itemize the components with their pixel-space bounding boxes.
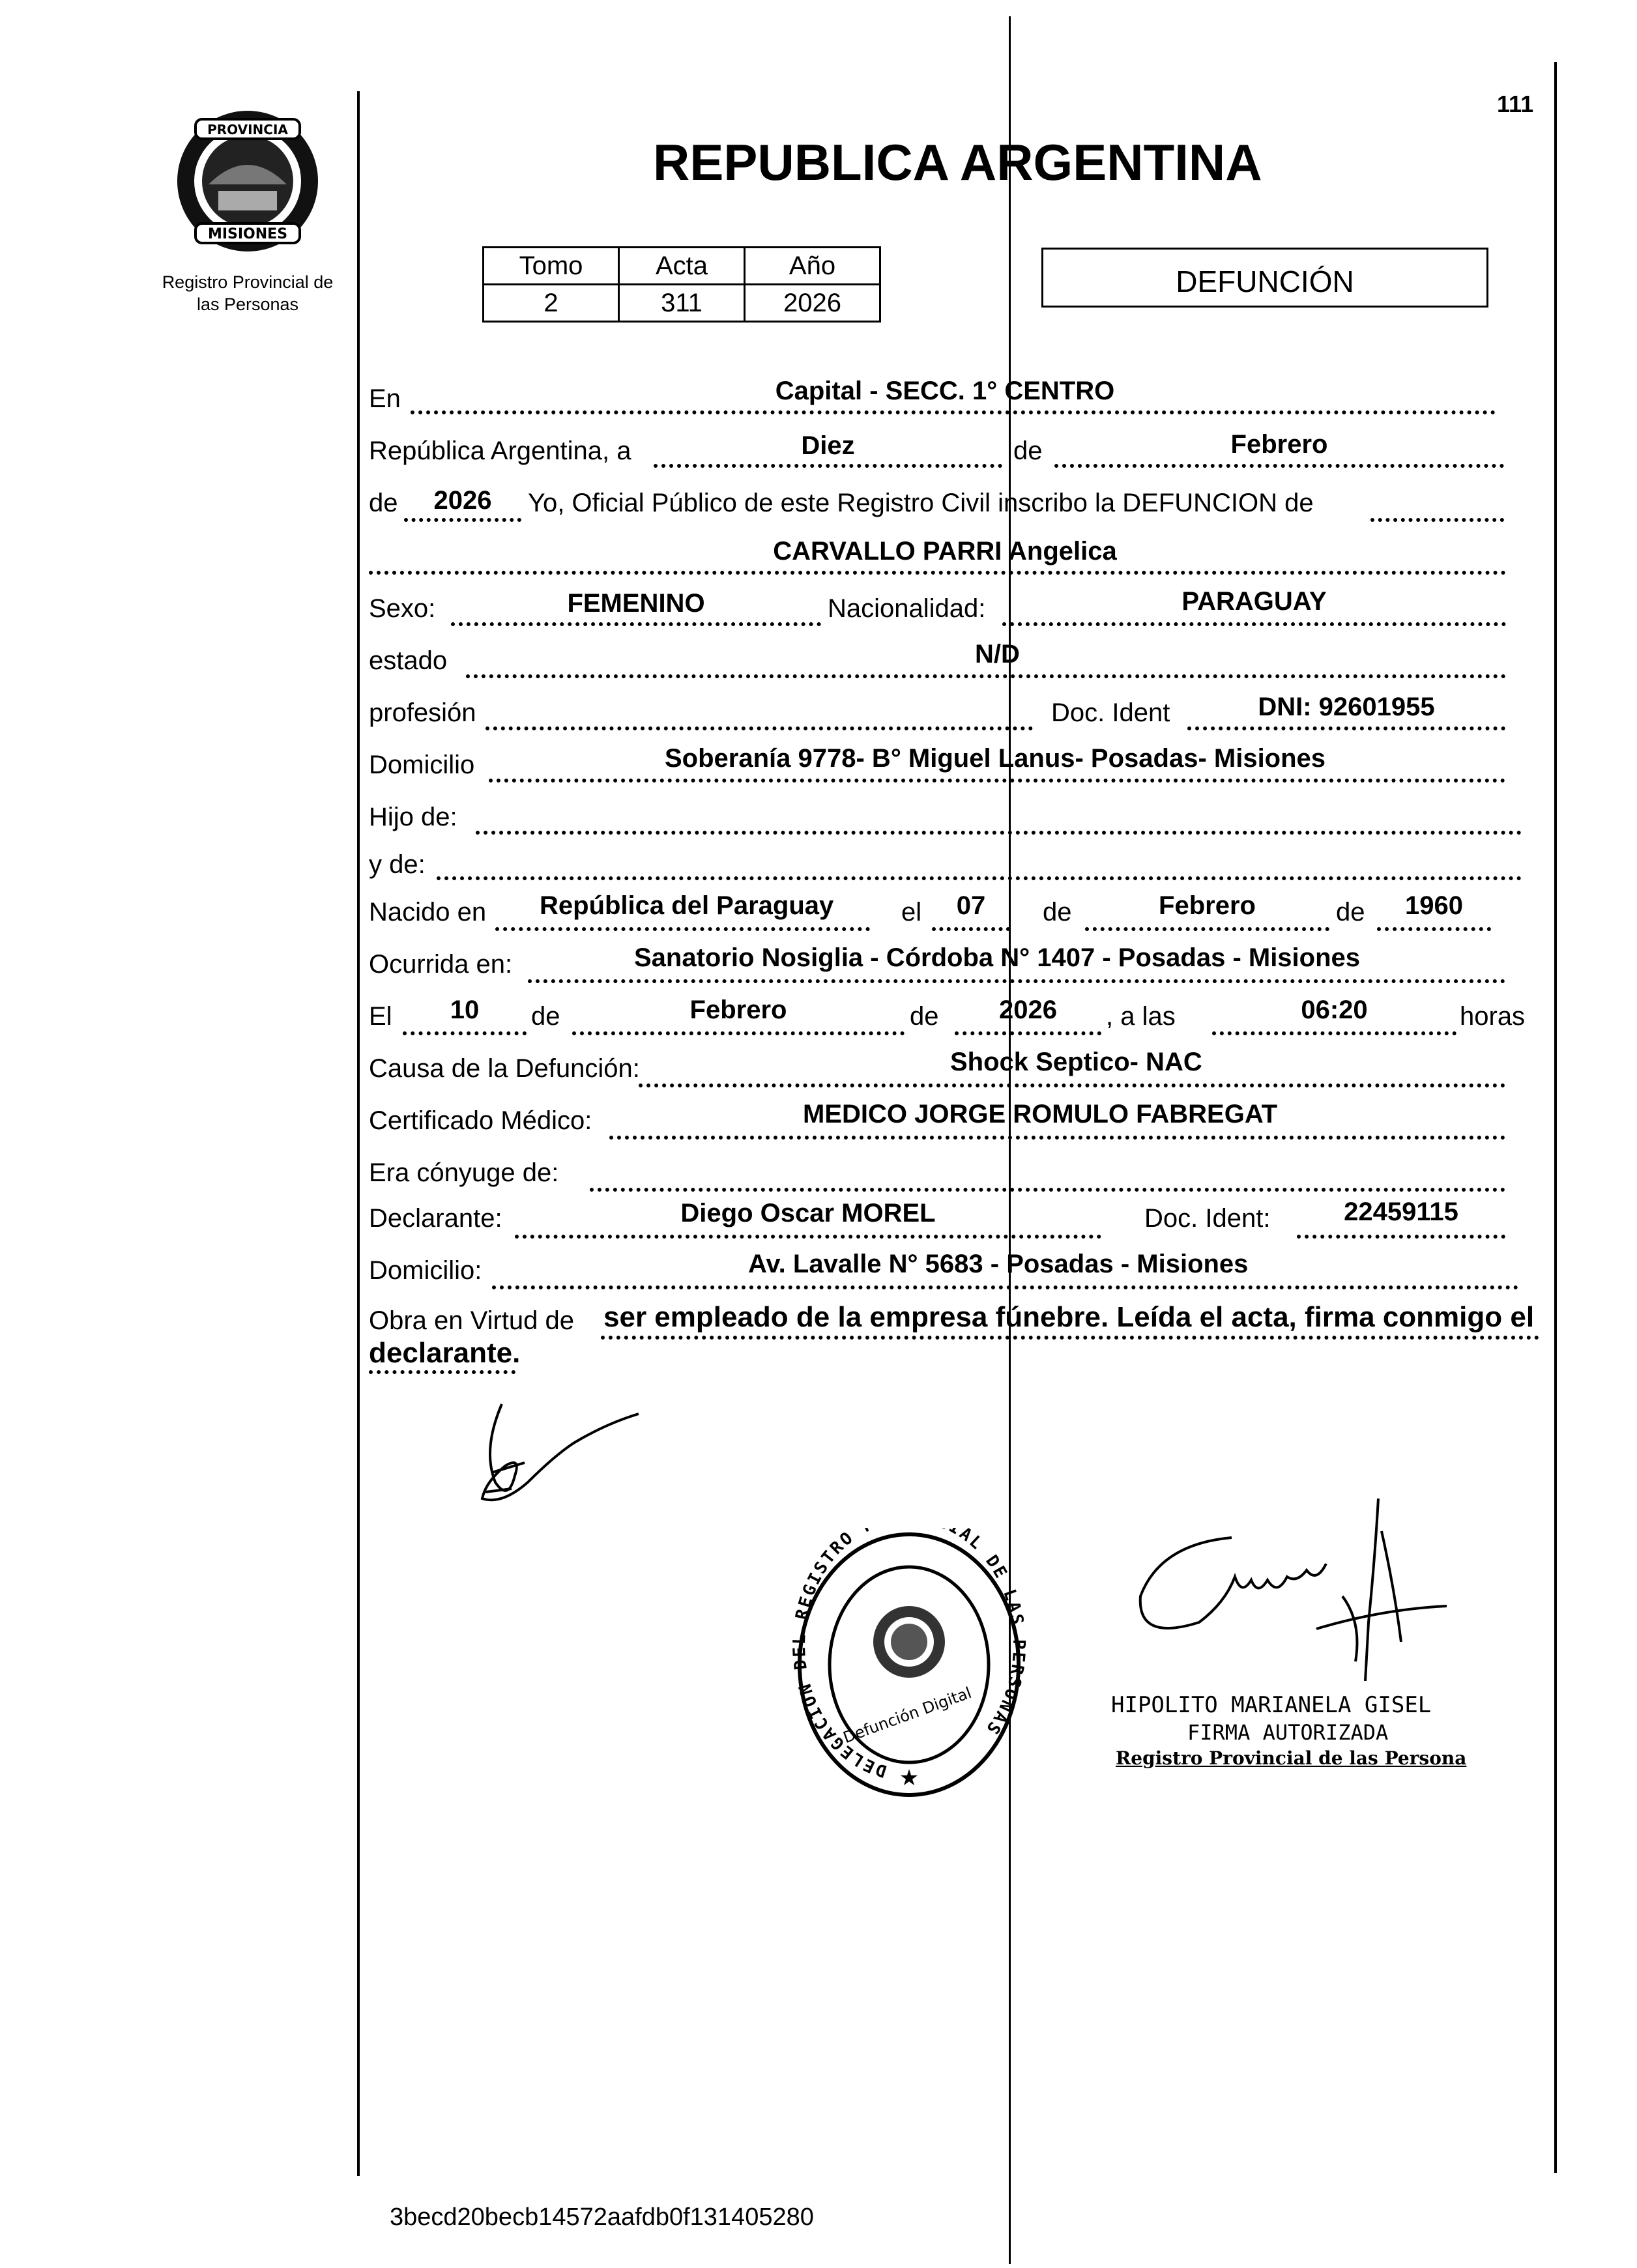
hijo-line: [476, 831, 1522, 835]
en-label: En: [369, 384, 401, 413]
acta-header: Acta: [619, 248, 745, 285]
def-mes: Febrero: [689, 996, 787, 1024]
dia-line: [654, 464, 1002, 468]
decl-doc-line: [1297, 1235, 1505, 1239]
official-signature: [1121, 1492, 1460, 1717]
tomo-header: Tomo: [484, 248, 619, 285]
seal-inner-text: Defunción Digital: [841, 1683, 974, 1747]
fold-line: [1009, 16, 1011, 2264]
obra-label: Obra en Virtud de: [369, 1306, 575, 1335]
estado-value: N/D: [975, 640, 1020, 668]
certificado-value: MEDICO JORGE ROMULO FABREGAT: [803, 1100, 1278, 1128]
certificado-line: [609, 1136, 1505, 1140]
nac-anio-line: [1377, 927, 1491, 931]
ocurrida-line: [528, 979, 1505, 983]
def-hora: 06:20: [1301, 996, 1368, 1024]
causa-line: [639, 1084, 1505, 1087]
declarante-value: Diego Oscar MOREL: [680, 1199, 936, 1227]
def-dia: 10: [450, 996, 480, 1024]
nombre-line-start: [1370, 518, 1504, 522]
document-type: DEFUNCIÓN: [1176, 265, 1354, 298]
alas-label: , a las: [1106, 1002, 1176, 1031]
doc-ident-label: Doc. Ident: [1051, 698, 1170, 727]
page-title: REPUBLICA ARGENTINA: [653, 134, 1262, 191]
def-hora-line: [1212, 1031, 1456, 1035]
en-line: [411, 410, 1496, 414]
left-margin-rule: [357, 91, 360, 2176]
nacionalidad-line: [1002, 622, 1506, 626]
nombre-line: [369, 571, 1506, 575]
tomo-value: 2: [484, 285, 619, 322]
doc-ident-line: [1187, 726, 1505, 730]
page-number: 111: [1497, 91, 1534, 117]
nac-mes-line: [1085, 927, 1329, 931]
nac-mes: Febrero: [1159, 891, 1256, 920]
anio-value: 2026: [433, 486, 492, 515]
official-institution: Registro Provincial de las Persona: [1116, 1747, 1467, 1769]
nacido-label: Nacido en: [369, 898, 487, 926]
el-label: el: [901, 898, 922, 926]
def-anio: 2026: [999, 996, 1057, 1024]
nac-de2-label: de: [1336, 898, 1365, 926]
nacionalidad-label: Nacionalidad:: [828, 594, 986, 623]
document-type-box: [1041, 248, 1488, 308]
sexo-label: Sexo:: [369, 594, 436, 623]
sexo-line: [451, 622, 821, 626]
de2-label: de: [369, 489, 398, 517]
domicilio-label: Domicilio: [369, 751, 475, 779]
nac-dia-line: [932, 927, 1010, 931]
official-seal-stamp: [792, 1528, 1026, 1801]
horas-label: horas: [1460, 1002, 1526, 1031]
conyuge-line: [590, 1188, 1505, 1192]
register-table: [482, 246, 881, 323]
nacionalidad-value: PARAGUAY: [1181, 587, 1327, 616]
def-dia-line: [403, 1031, 527, 1035]
mes-line: [1054, 464, 1504, 468]
obra-value-line1: ser empleado de la empresa fúnebre. Leída el acta, firma conmigo el: [603, 1301, 1535, 1333]
profesion-line: [485, 726, 1033, 730]
declarante-label: Declarante:: [369, 1204, 502, 1233]
decl-doc-label: Doc. Ident:: [1144, 1204, 1271, 1233]
estado-label: estado: [369, 646, 448, 675]
def-mes-line: [572, 1031, 905, 1035]
republica-label: República Argentina, a: [369, 437, 631, 465]
profesion-label: profesión: [369, 698, 476, 727]
obra-value-line2: declarante.: [369, 1337, 521, 1369]
nacido-line: [495, 927, 870, 931]
declarant-signature: [456, 1385, 652, 1525]
nacido-value: República del Paraguay: [540, 891, 834, 920]
decl-doc-value: 22459115: [1344, 1198, 1458, 1226]
sexo-value: FEMENINO: [567, 589, 705, 618]
causa-label: Causa de la Defunción:: [369, 1054, 640, 1083]
nac-de1-label: de: [1043, 898, 1072, 926]
yde-line: [437, 876, 1522, 880]
official-role: FIRMA AUTORIZADA: [1187, 1720, 1389, 1745]
yde-label: y de:: [369, 850, 426, 879]
def-de2-label: de: [910, 1002, 939, 1031]
doc-ident-value: DNI: 92601955: [1258, 693, 1435, 721]
decl-domicilio-line: [492, 1285, 1518, 1289]
el2-label: El: [369, 1002, 392, 1031]
document-hash: 3becd20becb14572aafdb0f131405280: [390, 2203, 814, 2231]
hijo-label: Hijo de:: [369, 803, 457, 831]
ocurrida-value: Sanatorio Nosiglia - Córdoba N° 1407 - Posadas - Misiones: [634, 943, 1361, 972]
oficial-text: Yo, Oficial Público de este Registro Civil inscribo la DEFUNCION de: [528, 489, 1314, 517]
decl-domicilio-label: Domicilio:: [369, 1256, 482, 1285]
de-label: de: [1013, 437, 1043, 465]
declarante-line: [515, 1235, 1101, 1239]
causa-value: Shock Septico- NAC: [950, 1048, 1202, 1076]
anio-header: Año: [745, 248, 880, 285]
svg-text:★: ★: [899, 1765, 920, 1791]
seal-ring-text: DELEGACION D REGISTRO IAL DE LAS ERSONAS: [792, 1528, 1026, 1781]
estado-line: [466, 674, 1506, 678]
anio-line: [404, 518, 521, 522]
obra-line-2: [369, 1370, 515, 1374]
registry-name-line1: Registro Provincial de: [162, 272, 334, 292]
mes-value: Febrero: [1230, 430, 1328, 459]
def-anio-line: [955, 1031, 1101, 1035]
conyuge-label: Era cónyuge de:: [369, 1158, 559, 1187]
decl-domicilio-value: Av. Lavalle N° 5683 - Posadas - Misiones: [748, 1250, 1249, 1278]
logo-top-text: PROVINCIA: [207, 122, 288, 137]
obra-line-1: [601, 1336, 1539, 1340]
nac-dia: 07: [956, 891, 986, 920]
domicilio-value: Soberanía 9778- B° Miguel Lanus- Posadas- Misiones: [665, 744, 1326, 773]
en-value: Capital - SECC. 1° CENTRO: [775, 377, 1115, 405]
logo-bottom-text: MISIONES: [207, 226, 288, 242]
acta-value: 311: [619, 285, 745, 322]
def-de1-label: de: [531, 1002, 560, 1031]
anio-value: 2026: [745, 285, 880, 322]
nac-anio: 1960: [1405, 891, 1463, 920]
certificado-label: Certificado Médico:: [369, 1106, 592, 1135]
misiones-coat-of-arms-logo: [173, 106, 323, 256]
dia-value: Diez: [801, 431, 855, 460]
registry-name-line2: las Personas: [196, 294, 299, 314]
deceased-name: CARVALLO PARRI Angelica: [773, 537, 1117, 566]
official-name: HIPOLITO MARIANELA GISEL: [1111, 1692, 1432, 1718]
right-margin-rule: [1554, 62, 1557, 2173]
ocurrida-label: Ocurrida en:: [369, 950, 513, 979]
domicilio-line: [489, 779, 1505, 782]
